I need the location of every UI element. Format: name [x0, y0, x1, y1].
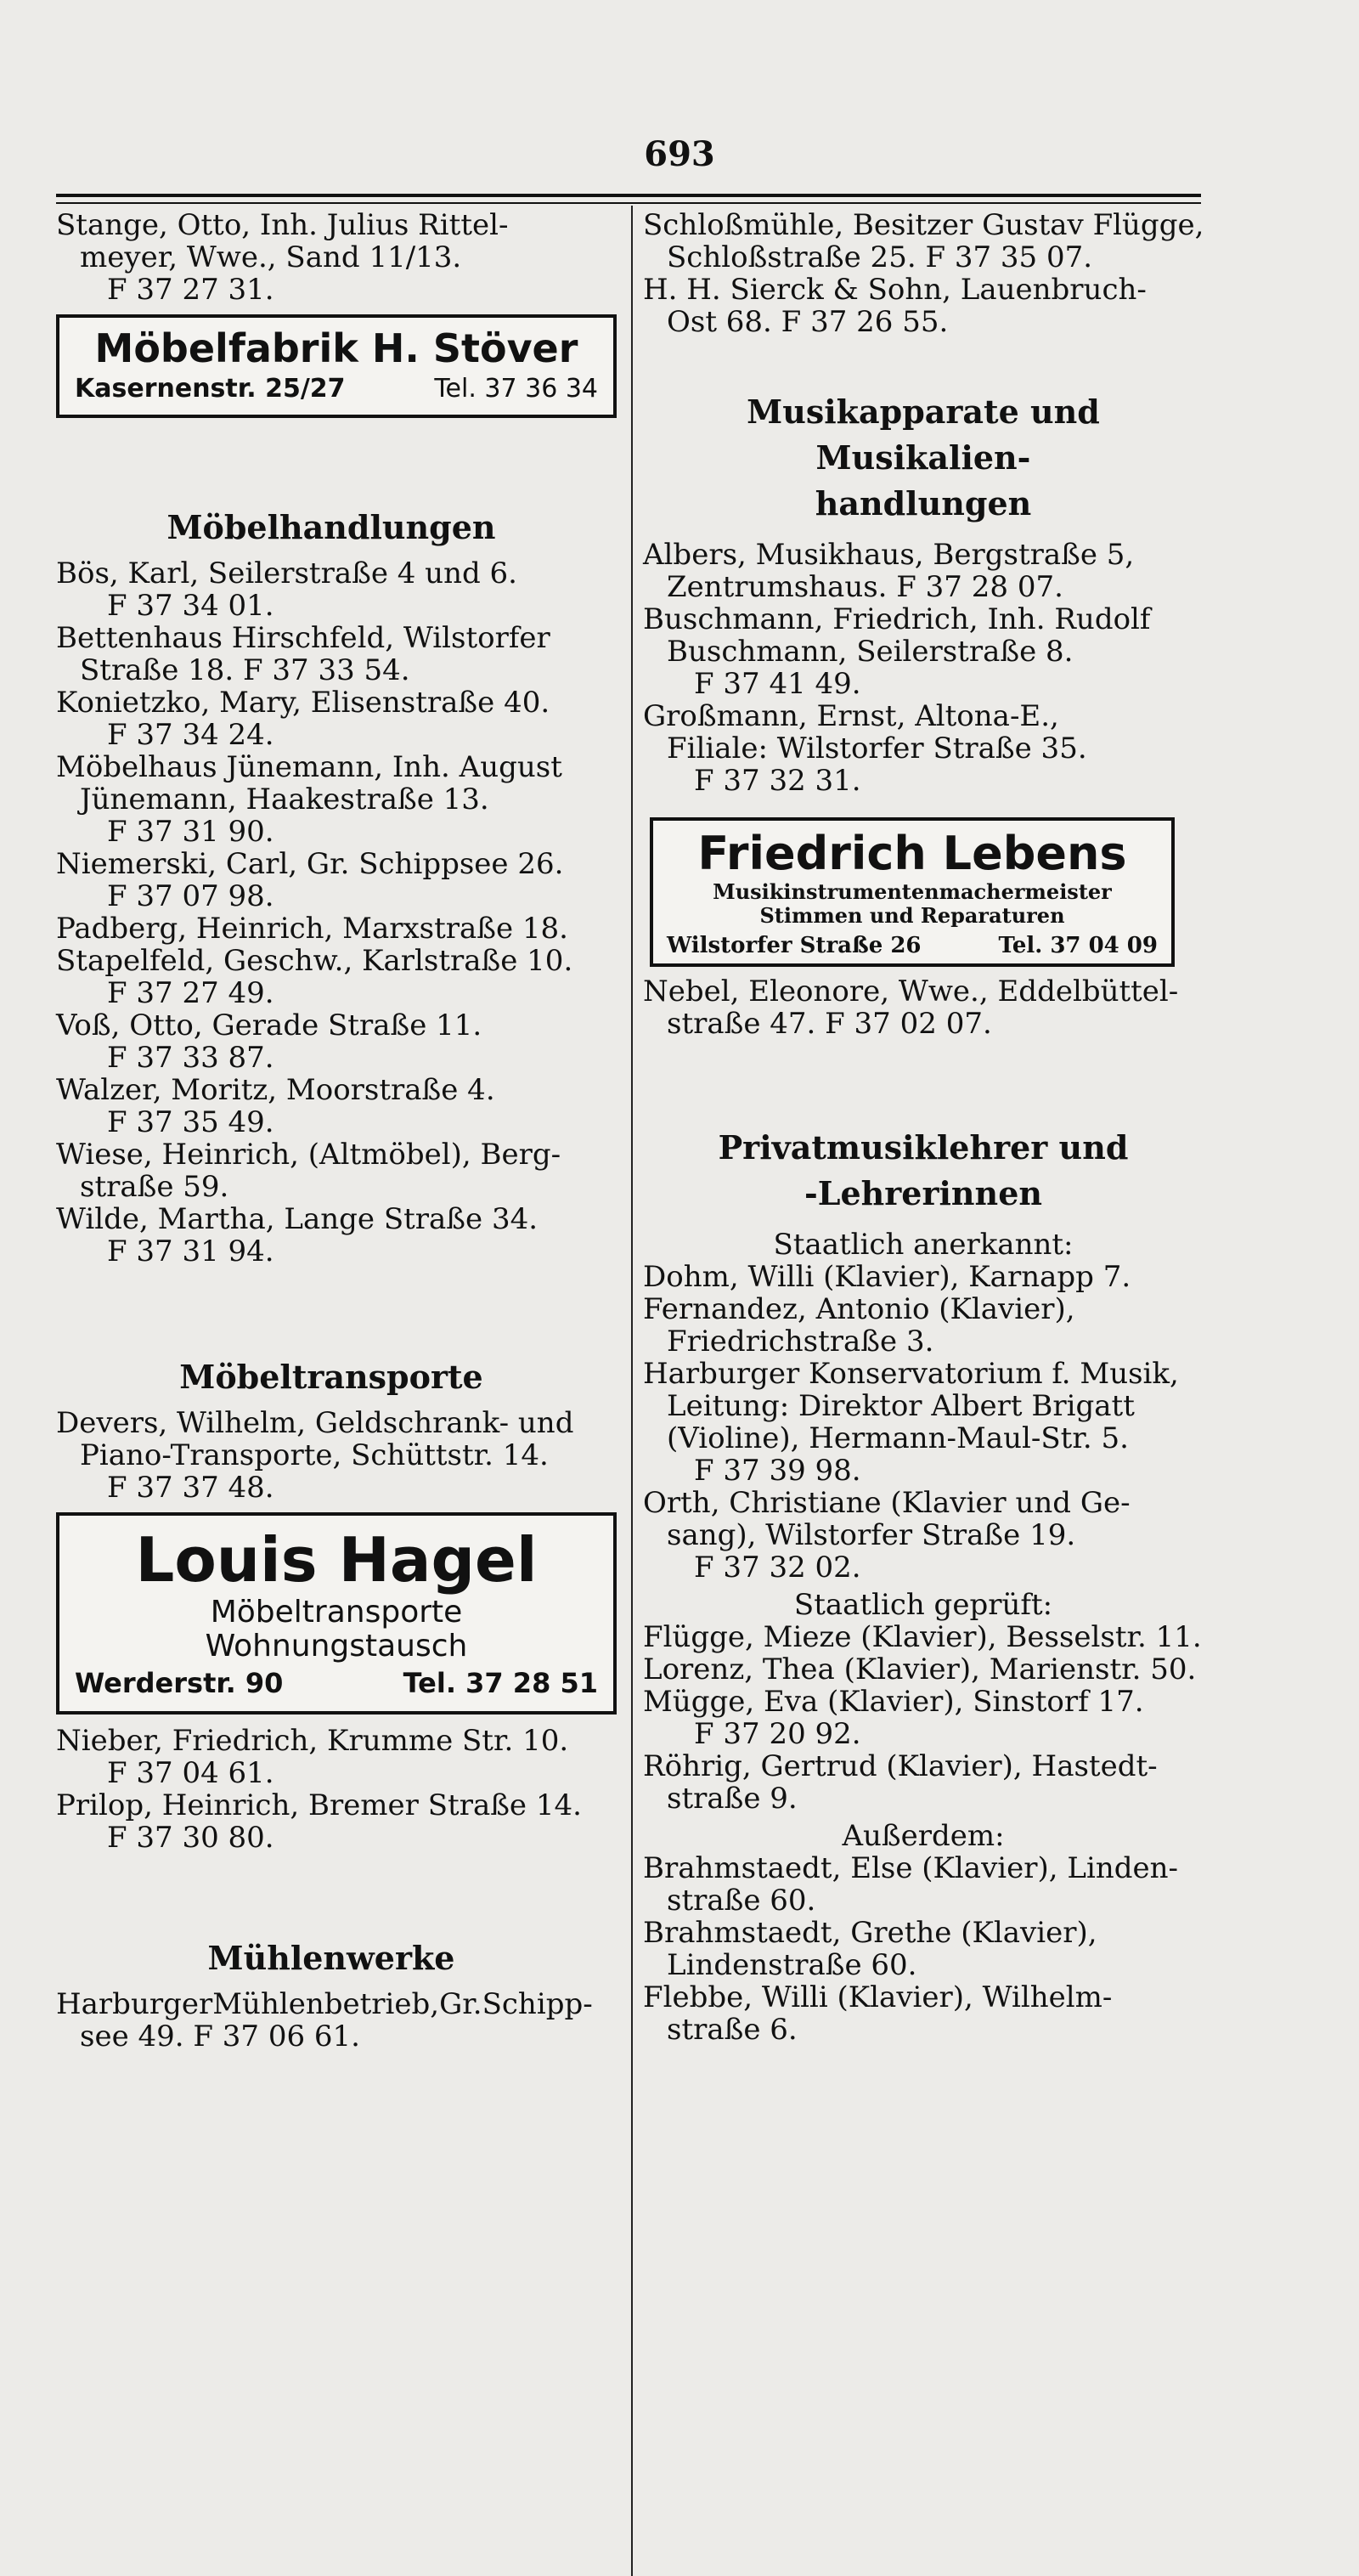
entry-line: straße 47. F 37 02 07.	[667, 1007, 992, 1041]
list-item	[643, 1358, 1204, 1487]
list-geprueft	[643, 1621, 1204, 1815]
list-item	[56, 751, 606, 848]
entry-line: F 37 20 92.	[694, 1717, 861, 1751]
entry-line: F 37 07 98.	[107, 879, 274, 913]
list-item	[643, 1750, 1204, 1815]
entry-line: Leitung: Direktor Albert Brigatt	[667, 1389, 1135, 1423]
entry-line: Stange, Otto, Inh. Julius Rittel-	[56, 208, 509, 242]
entry-line: Lorenz, Thea (Klavier), Marienstr. 50.	[643, 1652, 1197, 1686]
list-item	[643, 603, 1204, 700]
heading-line: Musikapparate und Musikalien-	[747, 393, 1100, 477]
subheading-anerkannt: Staatlich anerkannt:	[773, 1228, 1074, 1262]
ad-contact-row	[75, 372, 598, 406]
list-after-hagel	[56, 1725, 606, 1854]
section-heading-moebeltransporte: Möbeltransporte	[179, 1358, 483, 1396]
ad-phone: Tel. 37 28 51	[403, 1667, 598, 1699]
entry-line: F 37 04 61.	[107, 1756, 274, 1790]
entry-line: straße 60.	[667, 1884, 816, 1918]
entry-line: F 37 41 49.	[694, 667, 861, 701]
heading-line: -Lehrerinnen	[804, 1174, 1042, 1212]
entry-line: Devers, Wilhelm, Geldschrank- und	[56, 1406, 574, 1440]
ad-contact-row	[667, 928, 1158, 963]
entry-line: Voß, Otto, Gerade Straße 11.	[56, 1008, 482, 1042]
list-item	[643, 539, 1204, 603]
list-item	[643, 1686, 1204, 1750]
ad-address: Kasernenstr. 25/27	[75, 374, 346, 404]
entry-line: Schloßmühle, Besitzer Gustav Flügge,	[643, 208, 1204, 242]
entry-muehlenbetrieb	[56, 1988, 606, 2053]
entry-line: Röhrig, Gertrud (Klavier), Hastedt-	[643, 1749, 1158, 1783]
entry-line: Konietzko, Mary, Elisenstraße 40.	[56, 686, 550, 720]
list-item	[643, 1653, 1204, 1686]
ad-phone: Tel. 37 04 09	[998, 933, 1158, 958]
page-number: 693	[644, 134, 715, 174]
list-item	[56, 1789, 606, 1854]
ad-louis-hagel	[56, 1512, 617, 1715]
heading-line: Privatmusiklehrer und	[718, 1128, 1129, 1167]
ad-line: Musikinstrumentenmachermeister	[713, 879, 1112, 904]
entry-line: F 37 33 87.	[107, 1041, 274, 1075]
list-item	[56, 686, 606, 751]
entry-line: Brahmstaedt, Grethe (Klavier),	[643, 1916, 1097, 1950]
list-item	[643, 1852, 1204, 1917]
entry-line: Buschmann, Friedrich, Inh. Rudolf	[643, 602, 1151, 636]
entry-line: Piano-Transporte, Schüttstr. 14.	[80, 1438, 549, 1472]
list-item	[643, 700, 1204, 797]
list-musik	[643, 539, 1204, 797]
list-anerkannt	[643, 1261, 1204, 1584]
list-item	[643, 209, 1204, 274]
ad-title: Möbelfabrik H. Stöver	[94, 325, 578, 371]
entry-line: F 37 34 24.	[107, 718, 274, 752]
list-ausserdem	[643, 1852, 1204, 2046]
ad-title: Friedrich Lebens	[697, 827, 1127, 880]
entry-line: Wilde, Martha, Lange Straße 34.	[56, 1202, 539, 1236]
entry-line: F 37 39 98.	[694, 1454, 861, 1488]
list-item	[56, 1009, 606, 1074]
ad-phone: Tel. 37 36 34	[434, 374, 598, 404]
header-rule-thick	[56, 194, 1201, 197]
entry-line: F 37 32 02.	[694, 1551, 861, 1585]
entry-line: Niemerski, Carl, Gr. Schippsee 26.	[56, 847, 564, 881]
ad-contact-row	[75, 1664, 598, 1703]
entry-line: Walzer, Moritz, Moorstraße 4.	[56, 1073, 495, 1107]
header-rule-thin	[56, 202, 1201, 204]
list-item	[56, 1203, 606, 1268]
ad-address: Werderstr. 90	[75, 1667, 284, 1699]
entry-line: Friedrichstraße 3.	[667, 1325, 934, 1359]
entry-line: H. H. Sierck & Sohn, Lauenbruch-	[643, 273, 1147, 307]
entry-line: Fernandez, Antonio (Klavier),	[643, 1292, 1075, 1326]
entry-line: F 37 27 31.	[107, 273, 274, 307]
entry-line: Albers, Musikhaus, Bergstraße 5,	[643, 538, 1135, 572]
list-item	[643, 1261, 1204, 1293]
ad-line: Wohnungstausch	[205, 1629, 468, 1664]
heading-line: handlungen	[815, 484, 1032, 523]
entry-line: F 37 34 01.	[107, 589, 274, 623]
entry-line: straße 9.	[667, 1782, 798, 1816]
entry-line: Brahmstaedt, Else (Klavier), Linden-	[643, 1851, 1179, 1885]
entry-line: Schloßstraße 25. F 37 35 07.	[667, 240, 1093, 274]
entry-line: Nebel, Eleonore, Wwe., Eddelbüttel-	[643, 974, 1179, 1008]
entry-line: F 37 31 94.	[107, 1234, 274, 1268]
entry-line: Bettenhaus Hirschfeld, Wilstorfer	[56, 621, 550, 655]
entry-line: HarburgerMühlenbetrieb,Gr.Schipp-	[56, 1987, 593, 2021]
entry-line: Möbelhaus Jünemann, Inh. August	[56, 750, 562, 784]
subheading-ausserdem: Außerdem:	[842, 1819, 1005, 1853]
list-moebelhandlungen	[56, 557, 606, 1268]
entry-line: Harburger Konservatorium f. Musik,	[643, 1357, 1179, 1391]
entry-line: Lindenstraße 60.	[667, 1948, 917, 1982]
section-heading-moebelhandlungen: Möbelhandlungen	[166, 508, 496, 546]
list-item	[643, 1917, 1204, 1981]
list-item	[643, 274, 1204, 338]
entry-line: Zentrumshaus. F 37 28 07.	[667, 570, 1063, 604]
entry-line: F 37 37 48.	[107, 1471, 274, 1505]
entry-line: Dohm, Willi (Klavier), Karnapp 7.	[643, 1260, 1131, 1294]
list-item	[56, 1725, 606, 1789]
ad-title: Louis Hagel	[135, 1524, 538, 1596]
entry-line: F 37 30 80.	[107, 1821, 274, 1855]
subheading-geprueft: Staatlich geprüft:	[793, 1588, 1053, 1622]
left-column	[56, 209, 606, 2053]
ad-friedrich-lebens	[650, 817, 1175, 967]
list-item	[56, 1074, 606, 1138]
ad-line: Stimmen und Reparaturen	[759, 903, 1065, 928]
entry-line: straße 59.	[80, 1170, 229, 1204]
section-heading-privatmusiklehrer	[643, 1125, 1204, 1217]
list-item	[643, 1293, 1204, 1358]
entry-line: F 37 27 49.	[107, 976, 274, 1010]
entry-line: Prilop, Heinrich, Bremer Straße 14.	[56, 1788, 582, 1822]
entry-line: Padberg, Heinrich, Marxstraße 18.	[56, 912, 568, 946]
entry-line: see 49. F 37 06 61.	[80, 2020, 360, 2053]
entry-line: F 37 35 49.	[107, 1105, 274, 1139]
ad-moebelfabrik-stoever	[56, 314, 617, 418]
entry-line: Buschmann, Seilerstraße 8.	[667, 635, 1074, 669]
entry-line: Ost 68. F 37 26 55.	[667, 305, 949, 339]
entry-line: Wiese, Heinrich, (Altmöbel), Berg-	[56, 1138, 561, 1172]
ad-line: Möbeltransporte	[210, 1595, 463, 1630]
entry-line: Bös, Karl, Seilerstraße 4 und 6.	[56, 556, 517, 590]
list-item	[56, 622, 606, 686]
entry-devers	[56, 1407, 606, 1504]
list-item	[56, 945, 606, 1009]
list-top-entries	[643, 209, 1204, 338]
list-item	[56, 1138, 606, 1203]
right-column	[643, 209, 1204, 2046]
entry-line: Stapelfeld, Geschw., Karlstraße 10.	[56, 944, 573, 978]
entry-line: Flebbe, Willi (Klavier), Wilhelm-	[643, 1980, 1113, 2014]
entry-line: Großmann, Ernst, Altona-E.,	[643, 699, 1059, 733]
section-heading-musikapparate	[643, 389, 1204, 527]
section-heading-muehlenwerke: Mühlenwerke	[207, 1939, 455, 1977]
ad-address: Wilstorfer Straße 26	[667, 933, 922, 958]
list-item	[643, 1621, 1204, 1653]
entry-line: Filiale: Wilstorfer Straße 35.	[667, 732, 1087, 765]
entry-line: Jünemann, Haakestraße 13.	[80, 782, 489, 816]
entry-line: meyer, Wwe., Sand 11/13.	[80, 240, 462, 274]
list-item	[56, 912, 606, 945]
list-item	[56, 848, 606, 912]
entry-line: F 37 32 31.	[694, 764, 861, 798]
entry-stange	[56, 209, 606, 306]
list-item	[643, 1981, 1204, 2046]
entry-line: Orth, Christiane (Klavier und Ge-	[643, 1486, 1131, 1520]
entry-line: Mügge, Eva (Klavier), Sinstorf 17.	[643, 1685, 1144, 1719]
entry-line: sang), Wilstorfer Straße 19.	[667, 1518, 1076, 1552]
entry-line: (Violine), Hermann-Maul-Str. 5.	[667, 1421, 1129, 1455]
list-item	[643, 1487, 1204, 1584]
entry-line: straße 6.	[667, 2013, 798, 2047]
column-divider	[631, 206, 633, 2576]
entry-line: F 37 31 90.	[107, 815, 274, 849]
entry-nebel	[643, 975, 1204, 1040]
entry-line: Straße 18. F 37 33 54.	[80, 653, 410, 687]
list-item	[56, 557, 606, 622]
entry-line: Flügge, Mieze (Klavier), Besselstr. 11.	[643, 1620, 1202, 1654]
entry-line: Nieber, Friedrich, Krumme Str. 10.	[56, 1724, 569, 1758]
